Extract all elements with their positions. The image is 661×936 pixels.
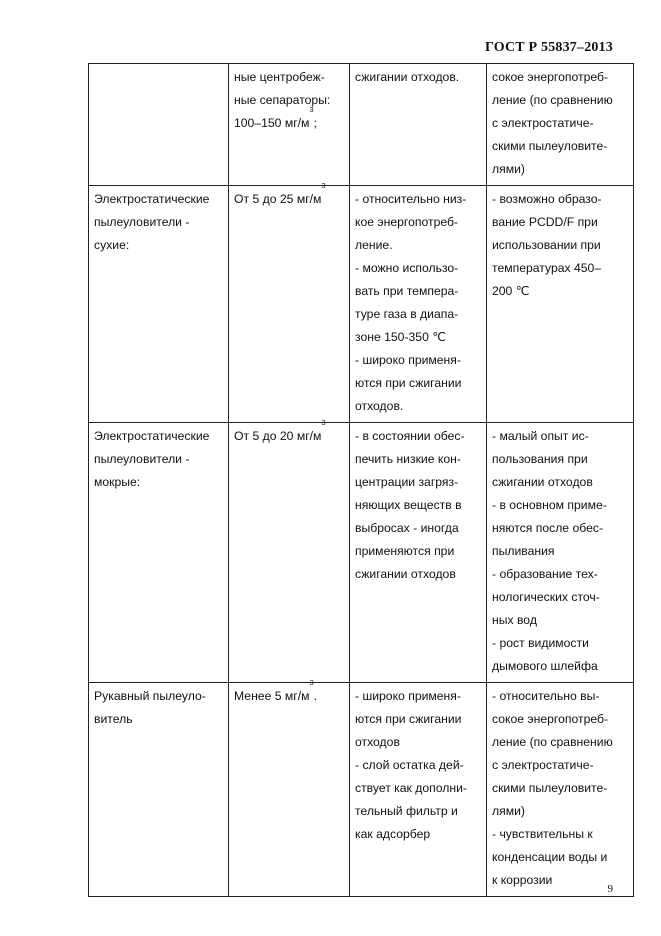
cell-text-line [355, 280, 483, 303]
text: туре газа в диапа- [355, 307, 459, 321]
text: кое энергопотреб- [355, 215, 459, 229]
table-row [89, 683, 634, 897]
cell-text-line [355, 540, 483, 563]
cell-text-line [94, 471, 225, 494]
cell-text-line [492, 708, 630, 731]
cell-text-line [94, 708, 225, 731]
cell-text-line [355, 188, 483, 211]
cell-text-line [492, 425, 630, 448]
text: с электростатиче- [492, 758, 594, 772]
cell-text-line [492, 846, 630, 869]
text: - малый опыт ис- [492, 429, 589, 443]
emission-level-cell [229, 418, 350, 683]
cell-text-line [492, 471, 630, 494]
text: вание PCDD/F при [492, 215, 598, 229]
cell-text-line [234, 105, 346, 135]
text: скими пылеуловите- [492, 139, 608, 153]
superscript: 3 [321, 181, 326, 190]
text: ление (по сравнению [492, 735, 613, 749]
advantages-cell [350, 186, 487, 423]
text: ствует как дополни- [355, 781, 467, 795]
cell-text-line [355, 211, 483, 234]
cell-text-line [492, 448, 630, 471]
cell-text-line [355, 395, 483, 418]
text: няющих веществ в [355, 498, 462, 512]
text: отходов [355, 735, 400, 749]
text: ление (по сравнению [492, 93, 613, 107]
superscript: 3 [309, 678, 314, 687]
cell-text-line [492, 540, 630, 563]
text: вать при темпера- [355, 284, 459, 298]
text: к коррозии [492, 873, 553, 887]
superscript: 3 [309, 105, 314, 114]
emission-level-cell [229, 678, 350, 897]
disadvantages-cell [487, 186, 634, 423]
cell-text-line [492, 135, 630, 158]
advantages-cell [350, 64, 487, 186]
cell-text-line [234, 181, 346, 211]
text: - образование тех- [492, 567, 598, 581]
text: нологических сточ- [492, 590, 600, 604]
cell-text-line [94, 425, 225, 448]
cell-text-line [355, 303, 483, 326]
text: - слой остатка дей- [355, 758, 464, 772]
device-type-cell [89, 64, 229, 186]
text: лями) [492, 804, 525, 818]
cell-text-line [492, 586, 630, 609]
cell-text-line [492, 234, 630, 257]
cell-text-line [492, 211, 630, 234]
text: ются при сжигании [355, 376, 462, 390]
cell-text-line [234, 418, 346, 448]
text: ются при сжигании [355, 712, 462, 726]
text: - в основном приме- [492, 498, 607, 512]
text: сухие: [94, 238, 130, 252]
cell-text-line [492, 188, 630, 211]
cell-text-line [492, 89, 630, 112]
page-number: 9 [607, 883, 613, 895]
cell-text-line [94, 448, 225, 471]
cell-text-line [492, 777, 630, 800]
cell-text-line [355, 257, 483, 280]
cell-text-line [355, 823, 483, 846]
cell-text-line [355, 800, 483, 823]
table-row [89, 64, 634, 186]
text: центрации загряз- [355, 475, 459, 489]
text: сжигании отходов [355, 567, 456, 581]
text: с электростатиче- [492, 116, 594, 130]
cell-text-line [492, 112, 630, 135]
text: - широко применя- [355, 689, 461, 703]
trailing-punctuation: ; [313, 116, 317, 130]
text: пылеуловители - [94, 452, 190, 466]
text: сокое энергопотреб- [492, 712, 609, 726]
text: скими пылеуловите- [492, 781, 608, 795]
cell-text-line [492, 754, 630, 777]
text: ные центробеж- [234, 70, 325, 84]
cell-text-line [355, 66, 483, 89]
cell-text-line [492, 66, 630, 89]
text: - можно использо- [355, 261, 459, 275]
emission-level-cell [229, 181, 350, 423]
disadvantages-cell [487, 423, 634, 683]
text: няются после обес- [492, 521, 604, 535]
cell-text-line [355, 448, 483, 471]
cell-text-line [234, 66, 346, 89]
cell-text-line [355, 326, 483, 349]
text: пылеуловители - [94, 215, 190, 229]
cell-text-line [234, 89, 346, 112]
table-row [89, 186, 634, 423]
disadvantages-cell [487, 683, 634, 897]
text: Рукавный пылеуло- [94, 689, 206, 703]
text: - относительно вы- [492, 689, 600, 703]
cell-text-line [94, 685, 225, 708]
cell-text-line [355, 234, 483, 257]
cell-text-line [492, 609, 630, 632]
text: Электростатические [94, 429, 210, 443]
cell-text-line [355, 708, 483, 731]
text: - рост видимости [492, 636, 589, 650]
table-row [89, 423, 634, 683]
cell-text-line [492, 257, 630, 280]
text: тельный фильтр и [355, 804, 458, 818]
cell-text-line [234, 678, 346, 708]
device-type-cell [89, 186, 229, 423]
text: применяются при [355, 544, 455, 558]
text: использовании при [492, 238, 601, 252]
cell-text-line [355, 754, 483, 777]
cell-text-line [355, 517, 483, 540]
document-code-header: ГОСТ Р 55837–2013 [484, 40, 613, 55]
text: сокое энергопотреб- [492, 70, 609, 84]
trailing-punctuation: . [313, 689, 318, 703]
cell-text-line [492, 158, 630, 181]
cell-text-line [94, 188, 225, 211]
device-type-cell [89, 683, 229, 897]
cell-text-line [492, 731, 630, 754]
text: витель [94, 712, 133, 726]
text: - относительно низ- [355, 192, 467, 206]
text: ные сепараторы: [234, 93, 331, 107]
text: пользования при [492, 452, 588, 466]
cell-text-line [355, 731, 483, 754]
emission-level-cell [229, 64, 350, 186]
advantages-cell [350, 423, 487, 683]
comparison-table [88, 63, 634, 897]
cell-text-line [492, 800, 630, 823]
cell-text-line [355, 685, 483, 708]
text: сжигании отходов [492, 475, 593, 489]
text: ление. [355, 238, 393, 252]
text: печить низкие кон- [355, 452, 461, 466]
text: сжигании отходов. [355, 70, 460, 84]
cell-text-line [492, 685, 630, 708]
cell-text-line [492, 655, 630, 678]
text: Менее 5 мг/м [234, 689, 310, 703]
text: От 5 до 25 мг/м [234, 192, 322, 206]
text: зоне 150-350 ℃ [355, 330, 446, 344]
cell-text-line [355, 372, 483, 395]
text: выбросах - иногда [355, 521, 459, 535]
text: мокрые: [94, 475, 141, 489]
text: - возможно образо- [492, 192, 602, 206]
table-body [89, 64, 634, 897]
text: ных вод [492, 613, 537, 627]
cell-text-line [355, 494, 483, 517]
cell-text-line [492, 280, 630, 303]
text: конденсации воды и [492, 850, 608, 864]
text: отходов. [355, 399, 404, 413]
text: как адсорбер [355, 827, 431, 841]
cell-text-line [492, 563, 630, 586]
text: дымового шлейфа [492, 659, 598, 673]
cell-text-line [492, 517, 630, 540]
cell-text-line [492, 632, 630, 655]
cell-text-line [492, 823, 630, 846]
text: - чувствительны к [492, 827, 593, 841]
cell-text-line [94, 234, 225, 257]
cell-text-line [355, 349, 483, 372]
text: От 5 до 20 мг/м [234, 429, 322, 443]
cell-text-line [355, 425, 483, 448]
superscript: 3 [321, 418, 326, 427]
text: - широко применя- [355, 353, 461, 367]
device-type-cell [89, 423, 229, 683]
advantages-cell [350, 683, 487, 897]
cell-text-line [355, 563, 483, 586]
cell-text-line [355, 777, 483, 800]
cell-text-line [492, 494, 630, 517]
text: - в состоянии обес- [355, 429, 465, 443]
text: 200 ℃ [492, 284, 530, 298]
cell-text-line [94, 211, 225, 234]
cell-text-line [355, 471, 483, 494]
text: пыливания [492, 544, 555, 558]
text: температурах 450– [492, 261, 602, 275]
text: лями) [492, 162, 525, 176]
text: 100–150 мг/м [234, 116, 310, 130]
text: Электростатические [94, 192, 210, 206]
disadvantages-cell [487, 64, 634, 186]
